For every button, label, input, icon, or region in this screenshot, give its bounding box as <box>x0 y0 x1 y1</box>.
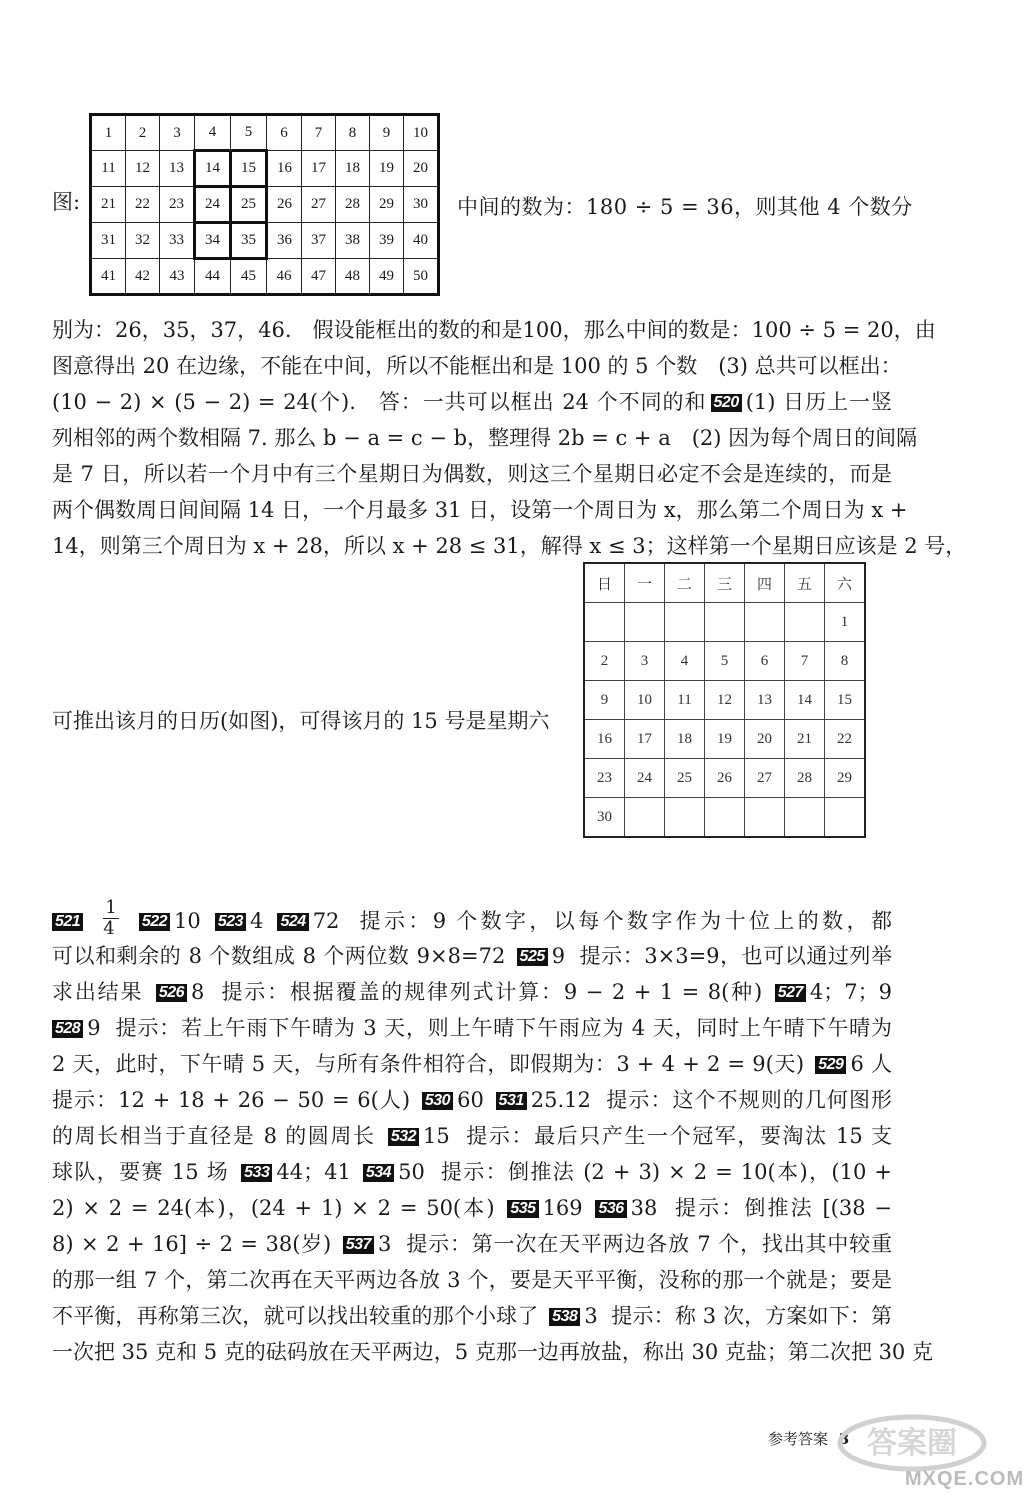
calendar-day-cell: 3 <box>625 642 665 681</box>
text-line: 两个偶数周日间间隔 14 日，一个月最多 31 日，设第一个周日为 x，那么第二个周日为 x + <box>52 498 908 522</box>
question-badge: 535 <box>507 1200 538 1218</box>
calendar-day-cell: 2 <box>584 642 625 681</box>
calendar-table <box>583 562 866 838</box>
calendar-header-cell: 一 <box>625 563 665 603</box>
calendar-day-cell: 23 <box>584 759 625 798</box>
calendar-day-cell: 5 <box>705 642 745 681</box>
page-number: 3 <box>838 1430 850 1448</box>
grid-cell: 22 <box>126 187 160 223</box>
calendar-day-cell <box>625 603 665 642</box>
calendar-day-cell: 21 <box>785 720 825 759</box>
grid-cell: 13 <box>160 151 195 187</box>
calendar-row <box>584 681 865 720</box>
grid-label: 图: <box>52 190 81 214</box>
grid-row <box>91 223 439 259</box>
calendar-day-cell: 15 <box>825 681 866 720</box>
grid-cell: 41 <box>91 259 126 295</box>
grid-cell: 18 <box>336 151 370 187</box>
grid-cell: 16 <box>267 151 302 187</box>
calendar-day-cell: 25 <box>665 759 705 798</box>
calendar-day-cell: 22 <box>825 720 866 759</box>
grid-cell: 28 <box>336 187 370 223</box>
grid-cell: 20 <box>404 151 439 187</box>
question-badge: 525 <box>517 948 548 966</box>
grid-cell: 50 <box>404 259 439 295</box>
text-line: 可以和剩余的 8 个数组成 8 个两位数 9×8=72 525 9 提示：3×3=9，也可以通过列举 <box>52 944 892 968</box>
question-badge: 522 <box>139 913 170 931</box>
calendar-day-cell: 6 <box>745 642 785 681</box>
grid-cell: 9 <box>370 115 404 151</box>
calendar-day-cell <box>785 798 825 838</box>
grid-cell: 31 <box>91 223 126 259</box>
text-line: 别为：26，35，37，46. 假设能框出的数的和是100，那么中间的数是：100 ÷ 5 = 20，由 <box>52 318 936 342</box>
grid-row <box>91 115 439 151</box>
question-badge: 526 <box>156 984 187 1002</box>
grid-cell: 17 <box>302 151 336 187</box>
question-badge: 537 <box>343 1236 374 1254</box>
grid-cell: 14 <box>195 151 231 187</box>
grid-cell: 34 <box>195 223 231 259</box>
grid-cell: 40 <box>404 223 439 259</box>
question-badge: 527 <box>775 984 806 1002</box>
question-badge: 524 <box>277 913 308 931</box>
text-line: 14，则第三个周日为 x + 28，所以 x + 28 ≤ 31，解得 x ≤ 3；这样第一个星期日应该是 2 号， <box>52 534 967 558</box>
calendar-row <box>584 720 865 759</box>
number-grid <box>89 113 440 296</box>
text-line: 图意得出 20 在边缘，不能在中间，所以不能框出和是 100 的 5 个数 (3) 总共可以框出： <box>52 354 902 378</box>
calendar-day-cell <box>625 798 665 838</box>
calendar-header-cell: 日 <box>584 563 625 603</box>
grid-cell: 25 <box>231 187 267 223</box>
calendar-day-cell <box>705 603 745 642</box>
grid-cell: 45 <box>231 259 267 295</box>
grid-cell: 2 <box>126 115 160 151</box>
text-line: 一次把 35 克和 5 克的砝码放在天平两边，5 克那一边再放盐，称出 30 克盐；第二次把 30 克 <box>52 1340 933 1364</box>
calendar-day-cell: 4 <box>665 642 705 681</box>
text-line: 是 7 日，所以若一个月中有三个星期日为偶数，则这三个星期日必定不会是连续的，而是 <box>52 462 892 486</box>
question-badge: 521 <box>52 913 83 931</box>
grid-cell: 15 <box>231 151 267 187</box>
grid-cell: 37 <box>302 223 336 259</box>
calendar-day-cell: 26 <box>705 759 745 798</box>
calendar-row <box>584 603 865 642</box>
fraction: $\frac{1}{4}$ <box>103 897 117 939</box>
calendar-day-cell: 18 <box>665 720 705 759</box>
grid-cell: 49 <box>370 259 404 295</box>
calendar-day-cell: 12 <box>705 681 745 720</box>
question-badge: 533 <box>241 1164 272 1182</box>
grid-cell: 12 <box>126 151 160 187</box>
text-line: 球队，要赛 15 场 533 44；41 534 50 提示：倒推法 (2 + 3) × 2 = 10(本)，(10 + <box>52 1160 892 1184</box>
calendar-day-cell: 13 <box>745 681 785 720</box>
watermark-text: MXQE.COM <box>905 1468 1024 1490</box>
calendar-day-cell: 11 <box>665 681 705 720</box>
calendar-day-cell: 29 <box>825 759 866 798</box>
question-badge: 520 <box>711 394 742 412</box>
text-line: 不平衡，再称第三次，就可以找出较重的那个小球了 538 3 提示：称 3 次，方案如下：第 <box>52 1304 892 1328</box>
grid-cell: 6 <box>267 115 302 151</box>
question-badge: 529 <box>815 1056 846 1074</box>
question-badge: 532 <box>388 1128 419 1146</box>
calendar-day-cell <box>584 603 625 642</box>
calendar-row <box>584 759 865 798</box>
calendar-caption: 可推出该月的日历(如图)，可得该月的 15 号是星期六 <box>52 709 550 733</box>
grid-cell: 47 <box>302 259 336 295</box>
grid-cell: 1 <box>91 115 126 151</box>
grid-cell: 4 <box>195 115 231 151</box>
calendar-day-cell <box>745 798 785 838</box>
calendar-header-cell: 六 <box>825 563 866 603</box>
grid-cell: 21 <box>91 187 126 223</box>
text-line: 528 9 提示：若上午雨下午晴为 3 天，则上午晴下午雨应为 4 天，同时上午晴下午晴为 <box>52 1010 892 1046</box>
grid-cell: 8 <box>336 115 370 151</box>
calendar-day-cell: 16 <box>584 720 625 759</box>
grid-cell: 33 <box>160 223 195 259</box>
grid-cell: 30 <box>404 187 439 223</box>
calendar-day-cell <box>705 798 745 838</box>
calendar-day-cell: 17 <box>625 720 665 759</box>
question-badge: 531 <box>496 1092 527 1110</box>
grid-row <box>91 259 439 295</box>
grid-cell: 38 <box>336 223 370 259</box>
question-badge: 538 <box>549 1308 580 1326</box>
text-line: 8) × 2 + 16] ÷ 2 = 38(岁) 537 3 提示：第一次在天平两边各放 7 个，找出其中较重 <box>52 1232 892 1256</box>
calendar-row <box>584 798 865 838</box>
text-line: 2) × 2 = 24(本)，(24 + 1) × 2 = 50(本) 535 169 536 38 提示：倒推法 [(38 − <box>52 1196 892 1220</box>
text-line: (10 − 2) × (5 − 2) = 24(个). 答：一共可以框出 24 个不同的和 520 (1) 日历上一竖 <box>52 390 893 414</box>
question-badge: 534 <box>363 1164 394 1182</box>
grid-cell: 26 <box>267 187 302 223</box>
text-line: 的周长相当于直径是 8 的圆周长 532 15 提示：最后只产生一个冠军，要淘汰 15 支 <box>52 1124 892 1148</box>
text-line: 求出结果 526 8 提示：根据覆盖的规律列式计算：9 − 2 + 1 = 8(种) 527 4；7；9 <box>52 980 892 1004</box>
grid-cell: 5 <box>231 115 267 151</box>
text-line: 列相邻的两个数相隔 7. 那么 b − a = c − b，整理得 2b = c + a (2) 因为每个周日的间隔 <box>52 426 918 450</box>
calendar-header-cell: 四 <box>745 563 785 603</box>
grid-cell: 35 <box>231 223 267 259</box>
grid-side-text: 中间的数为：180 ÷ 5 = 36，则其他 4 个数分 <box>457 195 913 219</box>
question-badge: 528 <box>52 1020 83 1038</box>
grid-cell: 11 <box>91 151 126 187</box>
calendar-day-cell <box>665 603 705 642</box>
calendar-day-cell <box>785 603 825 642</box>
calendar-day-cell: 24 <box>625 759 665 798</box>
calendar-day-cell: 28 <box>785 759 825 798</box>
calendar-day-cell: 7 <box>785 642 825 681</box>
calendar-header-row <box>584 563 865 603</box>
grid-cell: 36 <box>267 223 302 259</box>
grid-cell: 3 <box>160 115 195 151</box>
text-line: 提示：12 + 18 + 26 − 50 = 6(人) 530 60 531 25.12 提示：这个不规则的几何图形 <box>52 1088 892 1112</box>
grid-cell: 39 <box>370 223 404 259</box>
text-line: 2 天，此时，下午晴 5 天，与所有条件相符合，即假期为：3 + 4 + 2 = 9(天) 529 6 人 <box>52 1052 892 1076</box>
calendar-day-cell <box>745 603 785 642</box>
grid-row <box>91 187 439 223</box>
calendar-day-cell: 30 <box>584 798 625 838</box>
calendar-day-cell: 10 <box>625 681 665 720</box>
calendar-header-cell: 二 <box>665 563 705 603</box>
calendar-row <box>584 642 865 681</box>
grid-cell: 7 <box>302 115 336 151</box>
calendar-day-cell <box>665 798 705 838</box>
calendar-day-cell: 20 <box>745 720 785 759</box>
calendar-header-cell: 三 <box>705 563 745 603</box>
grid-cell: 46 <box>267 259 302 295</box>
grid-cell: 48 <box>336 259 370 295</box>
calendar-day-cell: 1 <box>825 603 866 642</box>
paragraph-520 <box>52 312 967 564</box>
grid-cell: 43 <box>160 259 195 295</box>
grid-cell: 10 <box>404 115 439 151</box>
grid-cell: 32 <box>126 223 160 259</box>
calendar-day-cell: 9 <box>584 681 625 720</box>
calendar-header-cell: 五 <box>785 563 825 603</box>
calendar-day-cell <box>825 798 866 838</box>
question-badge: 536 <box>595 1200 626 1218</box>
grid-cell: 27 <box>302 187 336 223</box>
grid-cell: 44 <box>195 259 231 295</box>
grid-cell: 29 <box>370 187 404 223</box>
grid-cell: 42 <box>126 259 160 295</box>
calendar-day-cell: 27 <box>745 759 785 798</box>
answers-block <box>52 897 933 1370</box>
calendar-day-cell: 14 <box>785 681 825 720</box>
grid-row <box>91 151 439 187</box>
grid-cell: 23 <box>160 187 195 223</box>
text-line: 的那一组 7 个，第二次再在天平两边各放 3 个，要是天平平衡，没称的那一个就是；要是 <box>52 1268 892 1292</box>
watermark-logo-text: 答案圈 <box>867 1426 957 1461</box>
calendar-day-cell: 8 <box>825 642 866 681</box>
question-badge: 530 <box>422 1092 453 1110</box>
text-line: 521 $\frac{1}{4}$ 522 10 523 4 524 72 提示：9 个数字，以每个数字作为十位上的数，都 <box>52 898 892 938</box>
footer-label: 参考答案 <box>768 1430 829 1448</box>
grid-cell: 19 <box>370 151 404 187</box>
question-badge: 523 <box>215 913 246 931</box>
calendar-day-cell: 19 <box>705 720 745 759</box>
grid-cell: 24 <box>195 187 231 223</box>
